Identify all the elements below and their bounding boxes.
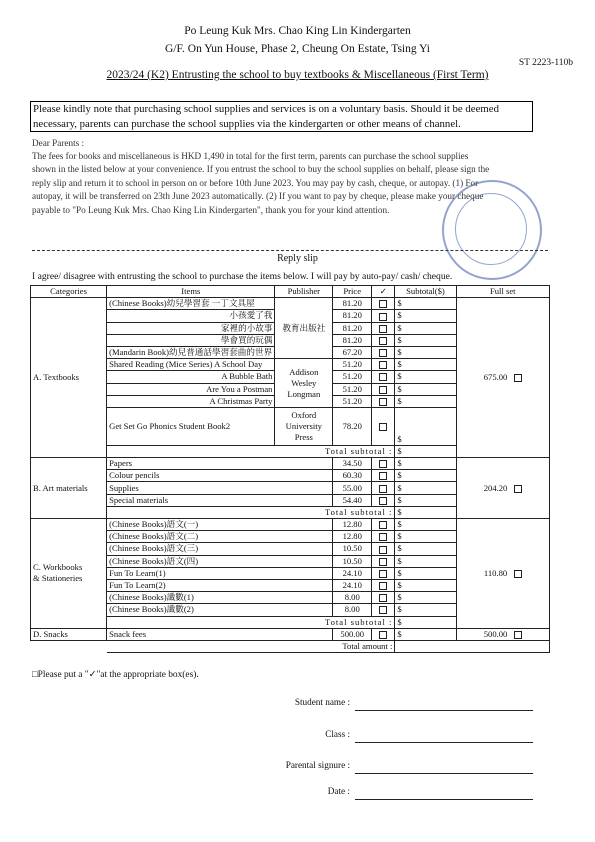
letter-line: The fees for books and miscellaneous is HKD 1,490 in total for the first term, parents can purchase the school supplies [32, 151, 469, 161]
category-label: & Stationeries [33, 573, 83, 584]
item-name: Fun To Learn(2) [107, 579, 333, 591]
item-price: 24.10 [333, 567, 372, 579]
header-categories: Categories [31, 286, 107, 298]
subtotal-cell: $ [395, 395, 456, 407]
subtotal-cell: $ [395, 567, 456, 579]
full-set-price: 500.00 [483, 628, 508, 639]
class-label: Class : [325, 729, 350, 739]
date-label: Date : [327, 786, 350, 796]
item-price: 12.80 [333, 519, 372, 531]
item-name: 小孩愛了我 [107, 310, 275, 322]
subtotal-cell: $ [395, 519, 456, 531]
parent-signature-field[interactable] [355, 772, 533, 774]
item-price: 60.30 [333, 470, 372, 482]
select-checkbox[interactable] [372, 371, 395, 383]
full-set-checkbox[interactable] [514, 374, 522, 382]
subtotal-cell: $ [395, 458, 456, 470]
select-checkbox[interactable] [372, 322, 395, 334]
subtotal-cell: $ [395, 470, 456, 482]
subtotal-label: Total subtotal : [107, 506, 395, 518]
select-checkbox[interactable] [372, 383, 395, 395]
full-set-cell [456, 298, 549, 458]
item-price: 81.20 [333, 298, 372, 310]
item-price: 55.00 [333, 482, 372, 494]
category-label: C. Workbooks [33, 562, 83, 573]
select-checkbox[interactable] [372, 359, 395, 371]
empty-cell [31, 640, 107, 652]
subtotal-cell: $ [395, 579, 456, 591]
letter-line: autopay, it will be transferred on 23th June 2023 automatically. (2) If you want to pay by cheque, please make your cheque [32, 191, 484, 201]
item-name: Snack fees [107, 628, 333, 640]
student-name-field[interactable] [355, 709, 533, 711]
item-price: 500.00 [333, 628, 372, 640]
header-full-set: Full set [456, 286, 549, 298]
subtotal-cell: $ [395, 592, 456, 604]
item-price: 81.20 [333, 322, 372, 334]
item-name: Supplies [107, 482, 333, 494]
category-art: B. Art materials [31, 458, 107, 519]
item-price: 34.50 [333, 458, 372, 470]
table-row [31, 628, 550, 640]
item-name: (Chinese Books)幼兒學習套 一丁文具屋 [107, 298, 275, 310]
subtotal-cell: $ [395, 482, 456, 494]
cut-line [32, 250, 548, 251]
instruction-text: □Please put a "✓"at the appropriate box(es). [32, 670, 199, 680]
header-publisher: Publisher [275, 286, 333, 298]
item-name: (Chinese Books)識數(1) [107, 592, 333, 604]
subtotal-cell: $ [395, 531, 456, 543]
full-set-cell [456, 628, 549, 640]
item-name: Are You a Postman [107, 383, 275, 395]
select-checkbox[interactable] [372, 334, 395, 346]
letter-line: payable to "Po Leung Kuk Mrs. Chao King Lin Kindergarten", thank you for your kind attention. [32, 205, 390, 215]
select-checkbox[interactable] [372, 458, 395, 470]
class-field[interactable] [355, 741, 533, 743]
header-price: Price [333, 286, 372, 298]
subtotal-cell: $ [395, 543, 456, 555]
subtotal-cell: $ [395, 298, 456, 310]
item-name: (Chinese Books)識數(2) [107, 604, 333, 616]
item-price: 51.20 [333, 371, 372, 383]
table-header-row [31, 286, 550, 298]
document-code: ST 2223-110b [518, 58, 573, 68]
select-checkbox[interactable] [372, 470, 395, 482]
item-price: 54.40 [333, 494, 372, 506]
item-name: Get Set Go Phonics Student Book2 [107, 407, 275, 445]
subtotal-cell: $ [395, 604, 456, 616]
select-checkbox[interactable] [372, 519, 395, 531]
select-checkbox[interactable] [372, 567, 395, 579]
item-name: (Chinese Books)語文(一) [107, 519, 333, 531]
category-textbooks: A. Textbooks [31, 298, 107, 458]
item-price: 51.20 [333, 383, 372, 395]
category-snacks: D. Snacks [31, 628, 107, 640]
full-set-checkbox[interactable] [514, 570, 522, 578]
table-row [31, 458, 550, 470]
header-subtotal: Subtotal($) [395, 286, 456, 298]
select-checkbox[interactable] [372, 628, 395, 640]
subtotal-label: Total subtotal : [107, 616, 395, 628]
full-set-checkbox[interactable] [514, 631, 522, 639]
date-field[interactable] [355, 798, 533, 800]
select-checkbox[interactable] [372, 592, 395, 604]
publisher-name: 教育出版社 [275, 298, 333, 359]
select-checkbox[interactable] [372, 579, 395, 591]
subtotal-cell: $ [395, 494, 456, 506]
table-row [31, 298, 550, 310]
letter-greeting: Dear Parents : [32, 138, 85, 148]
select-checkbox[interactable] [372, 604, 395, 616]
item-name: Papers [107, 458, 333, 470]
item-name: (Chinese Books)語文(四) [107, 555, 333, 567]
subtotal-cell: $ [395, 310, 456, 322]
item-name: 學會買的玩偶 [107, 334, 275, 346]
publisher-name: Addison Wesley Longman [275, 359, 333, 408]
voluntary-notice: Please kindly note that purchasing school supplies and services is on a voluntary basis. Should it be deemed necessary, parents can purchase the school supplies via the kindergarten or other means of channel. [30, 101, 533, 132]
subtotal-cell: $ [395, 383, 456, 395]
subtotal-label: Total subtotal : [107, 445, 395, 457]
subtotal-cell: $ [395, 555, 456, 567]
item-name: (Chinese Books)語文(三) [107, 543, 333, 555]
select-checkbox[interactable] [372, 346, 395, 358]
select-checkbox[interactable] [372, 555, 395, 567]
select-checkbox[interactable] [372, 543, 395, 555]
select-checkbox[interactable] [372, 482, 395, 494]
full-set-price: 675.00 [483, 372, 508, 383]
subtotal-cell: $ [395, 371, 456, 383]
item-name: Special materials [107, 494, 333, 506]
full-set-price: 110.80 [483, 567, 508, 578]
subtotal-cell: $ [395, 334, 456, 346]
item-name: 家裡的小故事 [107, 322, 275, 334]
total-label: Total amount : [107, 640, 395, 652]
item-price: 81.20 [333, 310, 372, 322]
student-name-label: Student name : [294, 697, 350, 707]
select-checkbox[interactable] [372, 298, 395, 310]
parent-signature-label: Parental signure : [285, 760, 350, 770]
select-checkbox[interactable] [372, 395, 395, 407]
subtotal-cell: $ [395, 407, 456, 445]
header-items: Items [107, 286, 275, 298]
select-checkbox[interactable] [372, 310, 395, 322]
item-price: 8.00 [333, 604, 372, 616]
item-price: 67.20 [333, 346, 372, 358]
category-workbooks [31, 519, 107, 629]
publisher-name: Oxford University Press [275, 407, 333, 445]
item-price: 12.80 [333, 531, 372, 543]
item-name: A Christmas Party [107, 395, 275, 407]
item-name: Shared Reading (Mice Series) A School Day [107, 359, 275, 371]
item-name: (Chinese Books)語文(二) [107, 531, 333, 543]
subtotal-cell: $ [395, 445, 456, 457]
item-price: 51.20 [333, 359, 372, 371]
total-amount-field[interactable] [395, 640, 550, 652]
letter-line: reply slip and return it to school in person on or before 10th June 2023. You may pay by cash, cheque, or autopay. (1) For [32, 178, 479, 188]
school-address: G/F. On Yun House, Phase 2, Cheung On Estate, Tsing Yi [165, 43, 430, 55]
subtotal-cell: $ [395, 322, 456, 334]
total-row [31, 640, 550, 652]
item-price: 24.10 [333, 579, 372, 591]
item-name: Colour pencils [107, 470, 333, 482]
item-name: A Bubble Bath [107, 371, 275, 383]
items-table [30, 285, 550, 653]
item-price: 81.20 [333, 334, 372, 346]
subtotal-cell: $ [395, 359, 456, 371]
item-name: Fun To Learn(1) [107, 567, 333, 579]
agreement-statement: I agree/ disagree with entrusting the school to purchase the items below. I will pay by auto-pay/ cash/ cheque. [32, 271, 453, 282]
select-checkbox[interactable] [372, 531, 395, 543]
item-price: 78.20 [333, 407, 372, 445]
document-title: 2023/24 (K2) Entrusting the school to buy textbooks & Miscellaneous (First Term) [106, 69, 489, 81]
full-set-checkbox[interactable] [514, 485, 522, 493]
full-set-cell [456, 519, 549, 629]
subtotal-cell: $ [395, 506, 456, 518]
header-check: ✓ [372, 286, 395, 298]
reply-slip-heading: Reply slip [277, 253, 318, 264]
item-price: 10.50 [333, 555, 372, 567]
letter-line: shown in the listed below at your convenience. If you entrust the school to buy the school supplies on behalf, please sign the [32, 164, 490, 174]
item-price: 51.20 [333, 395, 372, 407]
subtotal-cell: $ [395, 616, 456, 628]
table-row [31, 519, 550, 531]
item-price: 8.00 [333, 592, 372, 604]
item-price: 10.50 [333, 543, 372, 555]
full-set-cell [456, 458, 549, 519]
school-name: Po Leung Kuk Mrs. Chao King Lin Kindergarten [184, 25, 411, 37]
select-checkbox[interactable] [372, 407, 395, 445]
subtotal-cell: $ [395, 346, 456, 358]
subtotal-cell: $ [395, 628, 456, 640]
item-name: (Mandarin Book)幼兒普通話學習套曲的世界 [107, 346, 275, 358]
full-set-price: 204.20 [483, 482, 508, 493]
select-checkbox[interactable] [372, 494, 395, 506]
